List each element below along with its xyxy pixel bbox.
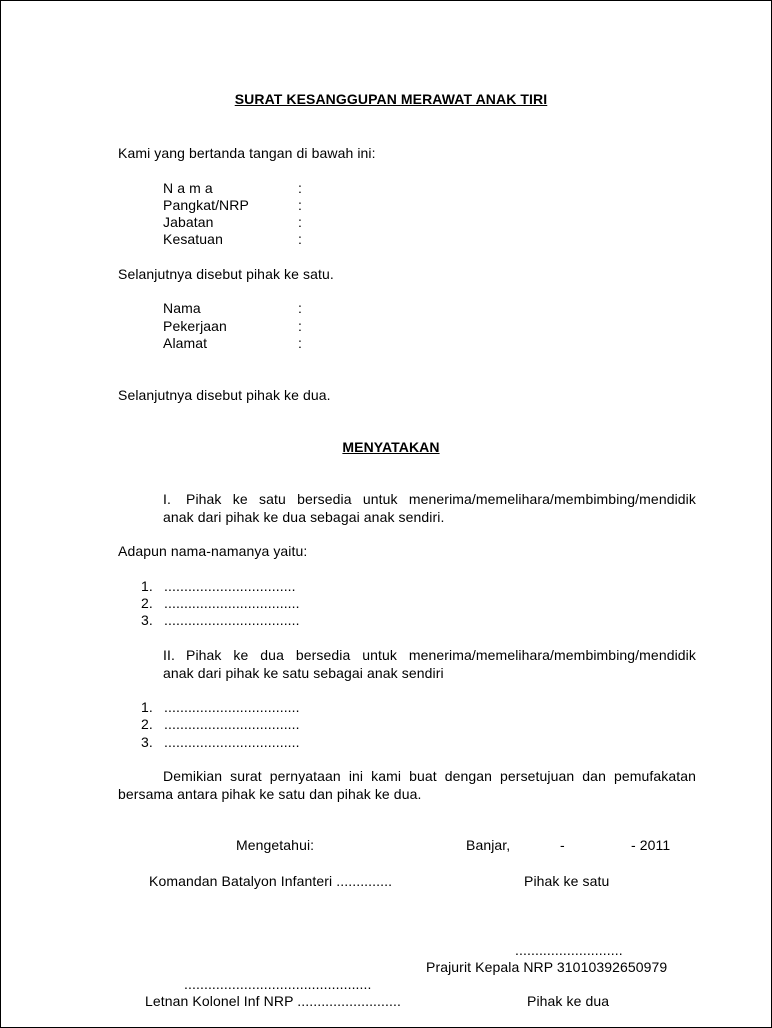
point2-line2: anak dari pihak ke satu sebagai anak sendiri [163,665,444,681]
field-colon: : [298,197,302,213]
list2-blank-1: .................................. [164,699,300,715]
commander-signature-name: Letnan Kolonel Inf NRP .......................... [145,993,401,1009]
field-colon: : [298,180,302,196]
party1-note: Selanjutnya disebut pihak ke satu. [118,266,334,282]
point1-line1: Pihak ke satu bersedia untuk menerima/memelihara/membimbing/mendidik [186,491,696,507]
point2-numeral: II. [163,647,175,663]
point1-line2: anak dari pihak ke dua sebagai anak sendiri. [163,509,445,525]
list2-blank-2: .................................. [164,716,300,732]
list1-num-1: 1. [141,578,153,594]
party1-signature-name: Prajurit Kepala NRP 31010392650979 [426,959,668,975]
closing-line1: Demikian surat pernyataan ini kami buat dengan persetujuan dan pemufakatan [163,768,696,784]
commander-signature-blank: ............................................... [184,976,372,992]
field-label-pangkat: Pangkat/NRP [163,197,249,213]
field-label-pekerjaan: Pekerjaan [163,318,227,334]
document-title: SURAT KESANGGUPAN MERAWAT ANAK TIRI [234,91,548,107]
closing-line2: bersama antara pihak ke satu dan pihak ke dua. [118,786,422,802]
party1-signature-blank: ........................... [515,942,623,958]
list2-blank-3: .................................. [164,734,300,750]
list1-blank-1: ................................. [164,578,296,594]
field-colon: : [298,231,302,247]
list2-num-3: 3. [141,734,153,750]
field-label-kesatuan: Kesatuan [163,231,223,247]
party2-note: Selanjutnya disebut pihak ke dua. [118,387,331,403]
list2-num-1: 1. [141,699,153,715]
known-label: Mengetahui: [236,837,315,853]
list1-blank-2: .................................. [164,595,300,611]
field-label-nama-2: Nama [163,300,201,316]
place-label: Banjar, [466,837,511,853]
point1-numeral: I. [163,491,171,507]
commander-title: Komandan Batalyon Infanteri .............. [149,873,393,889]
party2-signature-label: Pihak ke dua [527,993,610,1009]
date-dash: - [560,837,565,853]
field-colon: : [298,214,302,230]
list1-num-2: 2. [141,595,153,611]
field-label-nama: N a m a [163,180,213,196]
declare-heading: MENYATAKAN [342,439,440,455]
list1-num-3: 3. [141,612,153,628]
point2-line1: Pihak ke dua bersedia untuk menerima/memelihara/membimbing/mendidik [186,647,696,663]
intro-text: Kami yang bertanda tangan di bawah ini: [118,145,376,161]
field-label-alamat: Alamat [163,335,208,351]
field-colon: : [298,335,302,351]
list2-num-2: 2. [141,716,153,732]
date-year: - 2011 [631,837,671,853]
party1-signature-label: Pihak ke satu [524,873,610,889]
names-intro: Adapun nama-namanya yaitu: [118,543,308,559]
list1-blank-3: .................................. [164,612,300,628]
field-colon: : [298,318,302,334]
field-colon: : [298,300,302,316]
field-label-jabatan: Jabatan [163,214,214,230]
